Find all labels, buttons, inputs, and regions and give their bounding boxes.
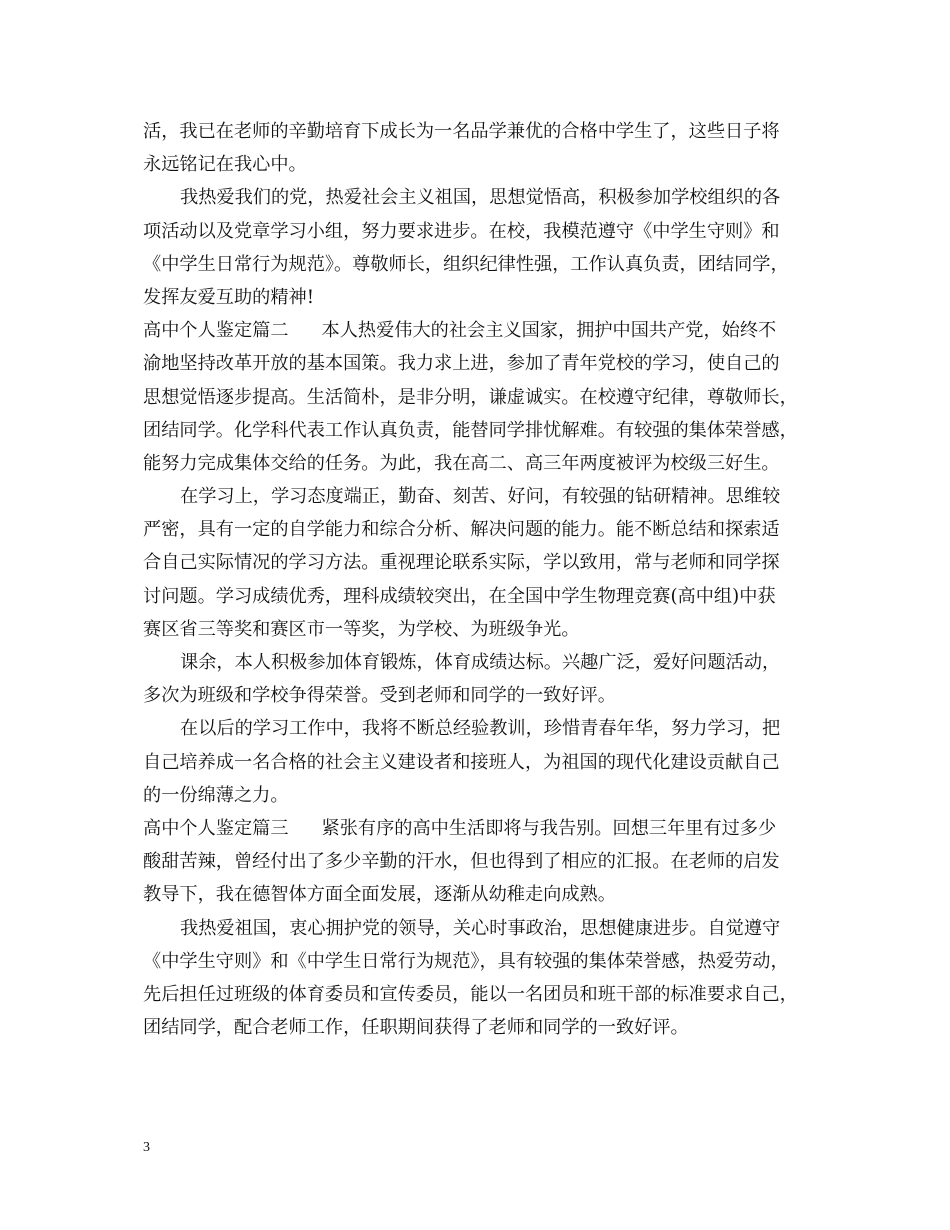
text-line: 活，我已在老师的辛勤培育下成长为一名品学兼优的合格中学生了，这些日子将 bbox=[143, 121, 780, 142]
text-line: 永远铭记在我心中。 bbox=[143, 154, 307, 176]
text-line: 讨问题。学习成绩优秀，理科成绩较突出，在全国中学生物理竞赛(高中组)中获 bbox=[143, 585, 776, 607]
paragraph-start-line: 在学习上，学习态度端正，勤奋、刻苦、好问，有较强的钻研精神。思维较 bbox=[180, 486, 781, 508]
text-line: 赛区省三等奖和赛区市一等奖，为学校、为班级争光。 bbox=[143, 618, 580, 640]
text-line: 渝地坚持改革开放的基本国策。我力求上进，参加了青年党校的学习，使自己的 bbox=[143, 353, 780, 375]
paragraph-start-line: 我热爱祖国，衷心拥护党的领导，关心时事政治，思想健康进步。自觉遵守 bbox=[180, 917, 781, 939]
page-number: 3 bbox=[143, 1140, 150, 1155]
text-line: 严密，具有一定的自学能力和综合分析、解决问题的能力。能不断总结和探索适 bbox=[143, 519, 780, 541]
section-first-line: 紧张有序的高中生活即将与我告别。回想三年里有过多少 bbox=[321, 817, 777, 839]
paragraph-start-line: 在以后的学习工作中，我将不断总经验教训，珍惜青春年华，努力学习，把 bbox=[180, 718, 781, 740]
text-line: 教导下，我在德智体方面全面发展，逐渐从幼稚走向成熟。 bbox=[143, 884, 616, 906]
text-line: 的一份绵薄之力。 bbox=[143, 784, 289, 806]
text-line: 《中学生日常行为规范》。尊敬师长，组织纪律性强，工作认真负责，团结同学， bbox=[143, 253, 789, 275]
text-line: 发挥友爱互助的精神! bbox=[143, 286, 314, 308]
section-heading-line bbox=[143, 314, 813, 347]
text-line: 酸甜苦辣，曾经付出了多少辛勤的汗水，但也得到了相应的汇报。在老师的启发 bbox=[143, 851, 780, 873]
text-line: 能努力完成集体交给的任务。为此，我在高二、高三年两度被评为校级三好生。 bbox=[143, 452, 780, 474]
section-first-line: 本人热爱伟大的社会主义国家，拥护中国共产党，始终不 bbox=[321, 320, 777, 342]
section-heading-part2: 高中个人鉴定篇二 bbox=[143, 320, 289, 342]
text-line: 《中学生守则》和《中学生日常行为规范》，具有较强的集体荣誉感，热爱劳动， bbox=[143, 950, 789, 972]
section-heading-part3: 高中个人鉴定篇三 bbox=[143, 817, 289, 839]
text-line: 多次为班级和学校争得荣誉。受到老师和同学的一致好评。 bbox=[143, 685, 616, 707]
section-heading-line bbox=[143, 812, 813, 845]
text-line: 团结同学。化学科代表工作认真负责，能替同学排忧解难。有较强的集体荣誉感， bbox=[143, 419, 798, 441]
body-text bbox=[143, 115, 813, 1044]
paragraph-start-line: 课余，本人积极参加体育锻炼，体育成绩达标。兴趣广泛，爱好问题活动， bbox=[180, 652, 781, 673]
text-line: 团结同学，配合老师工作，任职期间获得了老师和同学的一致好评。 bbox=[143, 1017, 689, 1039]
text-line: 项活动以及党章学习小组，努力要求进步。在校，我模范遵守《中学生守则》和 bbox=[143, 220, 780, 242]
text-line: 自己培养成一名合格的社会主义建设者和接班人，为祖国的现代化建设贡献自己 bbox=[143, 751, 780, 773]
text-line: 合自己实际情况的学习方法。重视理论联系实际，学以致用，常与老师和同学探 bbox=[143, 552, 780, 574]
paragraph-start-line: 我热爱我们的党，热爱社会主义祖国，思想觉悟高，积极参加学校组织的各 bbox=[180, 187, 781, 209]
text-line: 思想觉悟逐步提高。生活简朴，是非分明，谦虚诚实。在校遵守纪律，尊敬师长， bbox=[143, 386, 798, 408]
text-line: 先后担任过班级的体育委员和宣传委员，能以一名团员和班干部的标准要求自己， bbox=[143, 983, 798, 1005]
